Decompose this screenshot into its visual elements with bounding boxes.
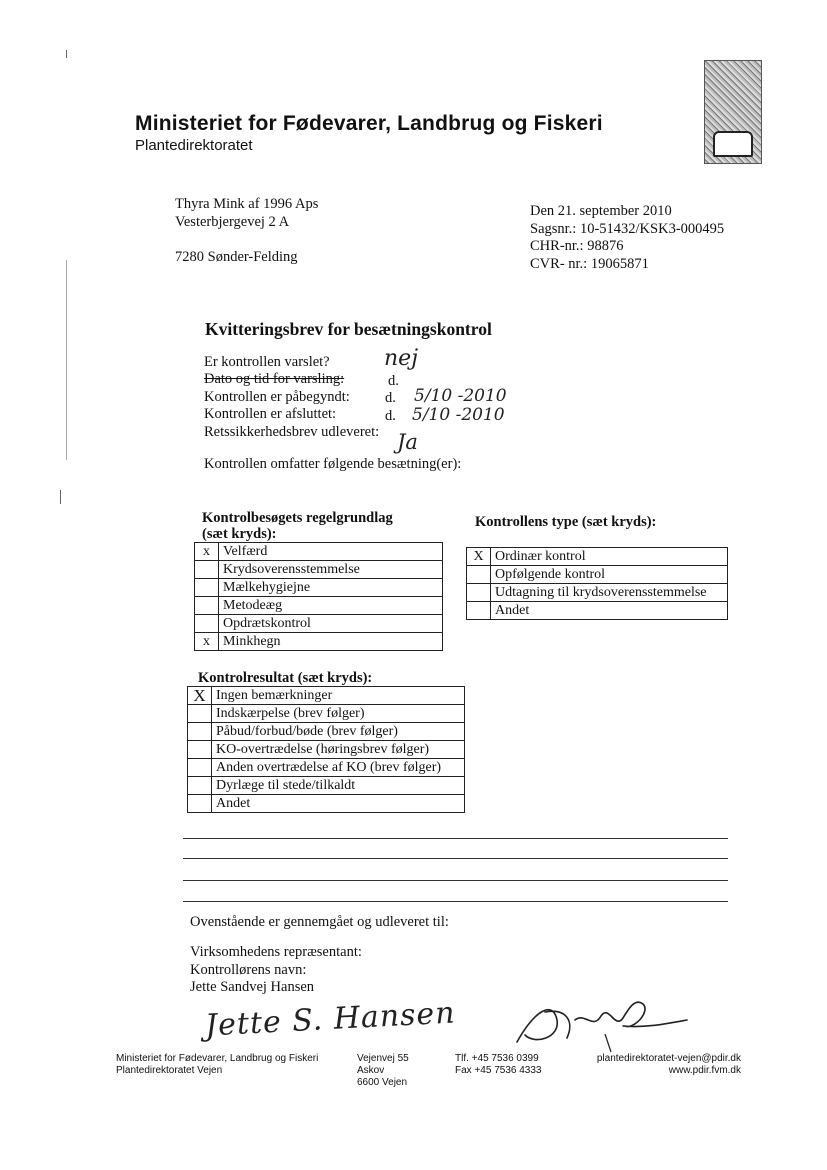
- remark-line[interactable]: [183, 880, 728, 881]
- footer-web-link[interactable]: www.pdir.fvm.dk: [668, 1065, 741, 1076]
- footer-address-line: 6600 Vejen: [357, 1077, 408, 1088]
- page-title: Kvitteringsbrev for besætningskontrol: [205, 319, 492, 339]
- begyndt-prefix: d.: [385, 390, 396, 406]
- dato-prefix: d.: [388, 373, 399, 389]
- footer-org: [116, 1053, 318, 1077]
- remark-line[interactable]: [183, 858, 728, 859]
- regelgrundlag-heading: Kontrolbesøgets regelgrundlag: [202, 510, 393, 526]
- begyndt-label: Kontrollen er påbegyndt:: [204, 389, 350, 405]
- row-label: Påbud/forbud/bøde (brev følger): [212, 723, 465, 741]
- table-row: [195, 633, 443, 651]
- checkbox[interactable]: [467, 584, 491, 602]
- table-row: [188, 741, 465, 759]
- checkbox[interactable]: [188, 777, 212, 795]
- recipient-city: 7280 Sønder-Felding: [175, 249, 298, 265]
- remark-line[interactable]: [183, 901, 728, 902]
- footer-address-line: Askov: [357, 1065, 385, 1076]
- kontroltype-heading: Kontrollens type (sæt kryds):: [475, 514, 657, 530]
- recipient-name: Thyra Mink af 1996 Aps: [175, 196, 319, 212]
- afsluttet-prefix: d.: [385, 408, 396, 424]
- cvr-number: CVR- nr.: 19065871: [530, 256, 649, 272]
- row-label: Opdrætskontrol: [219, 615, 443, 633]
- footer-org-line: Ministeriet for Fødevarer, Landbrug og Fiskeri: [116, 1053, 319, 1064]
- checkbox[interactable]: [195, 615, 219, 633]
- checkbox[interactable]: [188, 705, 212, 723]
- table-row: [188, 723, 465, 741]
- checkbox[interactable]: [467, 602, 491, 620]
- checkbox[interactable]: x: [195, 633, 219, 651]
- kontrollor-label: Kontrollørens navn:: [190, 962, 307, 978]
- footer-address: [357, 1053, 409, 1089]
- row-label: Minkhegn: [219, 633, 443, 651]
- representant-label: Virksomhedens repræsentant:: [190, 944, 362, 960]
- crown-icon: [713, 131, 753, 157]
- kontrollor-name: Jette Sandvej Hansen: [190, 979, 315, 995]
- row-label: KO-overtrædelse (høringsbrev følger): [212, 741, 465, 759]
- representative-signature: [505, 990, 695, 1055]
- table-row: [467, 548, 728, 566]
- table-row: [195, 561, 443, 579]
- regelgrundlag-table: [194, 542, 443, 651]
- row-label: Indskærpelse (brev følger): [212, 705, 465, 723]
- footer-tlf: Tlf. +45 7536 0399: [455, 1053, 539, 1064]
- checkbox[interactable]: [195, 597, 219, 615]
- row-label: Andet: [212, 795, 465, 813]
- table-row: [467, 602, 728, 620]
- scan-mark: [60, 490, 61, 504]
- table-row: [195, 543, 443, 561]
- row-label: Velfærd: [219, 543, 443, 561]
- checkbox[interactable]: [188, 741, 212, 759]
- gennemgaet-text: Ovenstående er gennemgået og udleveret til:: [190, 914, 449, 930]
- row-label: Metodeæg: [219, 597, 443, 615]
- varslet-answer: nej: [384, 346, 419, 371]
- checkbox[interactable]: x: [195, 543, 219, 561]
- case-number: Sagsnr.: 10-51432/KSK3-000495: [530, 221, 725, 237]
- table-row: [467, 566, 728, 584]
- table-row: [188, 759, 465, 777]
- ministry-name: Ministeriet for Fødevarer, Landbrug og Fiskeri: [135, 112, 603, 135]
- table-row: [195, 615, 443, 633]
- kontrolresultat-heading: Kontrolresultat (sæt kryds):: [198, 670, 373, 686]
- row-label: Opfølgende kontrol: [491, 566, 728, 584]
- table-row: [188, 777, 465, 795]
- checkbox[interactable]: [195, 561, 219, 579]
- omfatter-label: Kontrollen omfatter følgende besætning(er):: [204, 456, 462, 472]
- dato-label: Dato og tid for varsling:: [204, 371, 345, 387]
- scan-mark: [66, 50, 67, 58]
- regelgrundlag-subheading: (sæt kryds):: [202, 526, 277, 542]
- row-label: Anden overtrædelse af KO (brev følger): [212, 759, 465, 777]
- row-label: Ordinær kontrol: [491, 548, 728, 566]
- footer-phone: [455, 1053, 541, 1077]
- crown-crest-icon: [704, 60, 762, 164]
- remark-line[interactable]: [183, 838, 728, 839]
- row-label: Udtagning til krydsoverensstemmelse: [491, 584, 728, 602]
- kontroltype-table: [466, 547, 728, 620]
- retssikkerhed-answer: Ja: [397, 430, 418, 454]
- row-label: Ingen bemærkninger: [212, 687, 465, 705]
- footer-email-link[interactable]: plantedirektoratet-vejen@pdir.dk: [596, 1053, 741, 1064]
- table-row: [195, 597, 443, 615]
- table-row: [195, 579, 443, 597]
- checkbox[interactable]: [188, 723, 212, 741]
- letter-date: Den 21. september 2010: [530, 203, 672, 219]
- scan-mark: [66, 260, 67, 460]
- checkbox[interactable]: [188, 759, 212, 777]
- retssikkerhed-label: Retssikkerhedsbrev udleveret:: [204, 424, 380, 440]
- checkbox[interactable]: [467, 566, 491, 584]
- row-label: Mælkehygiejne: [219, 579, 443, 597]
- checkbox[interactable]: X: [467, 548, 491, 566]
- department-name: Plantedirektoratet: [135, 137, 253, 154]
- table-row: [467, 584, 728, 602]
- recipient-street: Vesterbjergevej 2 A: [175, 214, 290, 230]
- checkbox[interactable]: X: [188, 687, 212, 705]
- footer-contact: [597, 1053, 741, 1077]
- inspector-signature: Jette S. Hansen: [204, 995, 457, 1044]
- row-label: Andet: [491, 602, 728, 620]
- afsluttet-label: Kontrollen er afsluttet:: [204, 406, 337, 422]
- checkbox[interactable]: [188, 795, 212, 813]
- footer-org-line: Plantedirektoratet Vejen: [116, 1065, 223, 1076]
- chr-number: CHR-nr.: 98876: [530, 238, 624, 254]
- kontrolresultat-table: [187, 686, 465, 813]
- row-label: Dyrlæge til stede/tilkaldt: [212, 777, 465, 795]
- footer-fax: Fax +45 7536 4333: [455, 1065, 542, 1076]
- begyndt-value: 5/10 -2010: [414, 386, 507, 406]
- checkbox[interactable]: [195, 579, 219, 597]
- table-row: [188, 687, 465, 705]
- table-row: [188, 795, 465, 813]
- row-label: Krydsoverensstemmelse: [219, 561, 443, 579]
- footer-address-line: Vejenvej 55: [357, 1053, 409, 1064]
- afsluttet-value: 5/10 -2010: [412, 405, 505, 425]
- table-row: [188, 705, 465, 723]
- varslet-label: Er kontrollen varslet?: [204, 354, 330, 370]
